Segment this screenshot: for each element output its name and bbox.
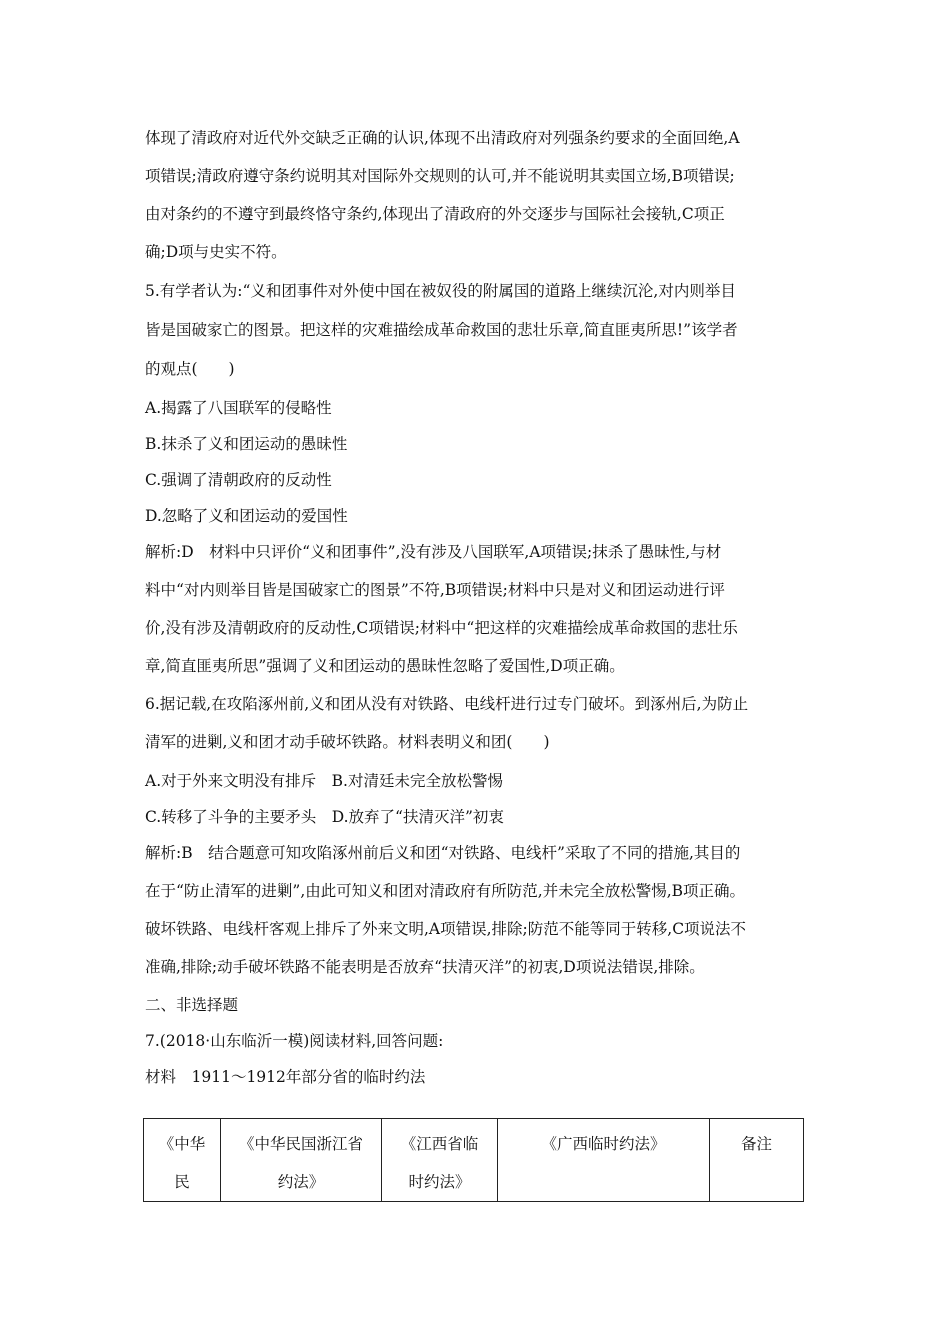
material-caption: 材料 1911～1912年部分省的临时约法 [145,1068,426,1086]
table-header-row [144,1119,804,1202]
question-5-option-c: C.强调了清朝政府的反动性 [145,471,332,489]
question-6-stem: 6.据记载,在攻陷涿州前,义和团从没有对铁路、电线杆进行过专门破坏。到涿州后,为防止 [145,695,749,713]
table-header-cell: 《中华民国浙江省 约法》 [221,1119,382,1202]
section-title: 二、非选择题 [145,996,239,1014]
question-6-options-ab: A.对于外来文明没有排斥 B.对清廷未完全放松警惕 [145,772,503,790]
question-6-analysis: 解析:B 结合题意可知攻陷涿州前后义和团“对铁路、电线杆”采取了不同的措施,其目的 [145,844,741,862]
question-5-analysis: 价,没有涉及清朝政府的反动性,C项错误;材料中“把这样的灾难描绘成革命救国的悲壮乐 [145,619,738,637]
question-5-stem: 5.有学者认为:“义和团事件对外使中国在被奴役的附属国的道路上继续沉沦,对内则举目 [145,282,736,300]
question-6-stem: 清军的进剿,义和团才动手破坏铁路。材料表明义和团( ) [145,733,550,751]
table-header-cell: 备注 [710,1119,804,1202]
provisional-constitutions-table [143,1118,804,1202]
question-5-stem: 的观点( ) [145,360,235,378]
question-6-analysis: 准确,排除;动手破坏铁路不能表明是否放弃“扶清灭洋”的初衷,D项说法错误,排除。 [145,958,705,976]
analysis-line: 由对条约的不遵守到最终恪守条约,体现出了清政府的外交逐步与国际社会接轨,C项正 [145,205,725,223]
question-6-analysis: 破坏铁路、电线杆客观上排斥了外来文明,A项错误,排除;防范不能等同于转移,C项说法不 [145,920,747,938]
analysis-line: 体现了清政府对近代外交缺乏正确的认识,体现不出清政府对列强条约要求的全面回绝,A [145,129,740,147]
question-5-option-d: D.忽略了义和团运动的爱国性 [145,507,348,525]
question-5-analysis: 章,简直匪夷所思”强调了义和团运动的愚昧性忽略了爱国性,D项正确。 [145,657,625,675]
analysis-line: 项错误;清政府遵守条约说明其对国际外交规则的认可,并不能说明其卖国立场,B项错误; [145,167,735,185]
table-header-cell: 《中华 民 [144,1119,221,1202]
table-header-cell: 《江西省临 时约法》 [382,1119,498,1202]
analysis-line: 确;D项与史实不符。 [145,243,287,261]
question-6-analysis: 在于“防止清军的进剿”,由此可知义和团对清政府有所防范,并未完全放松警惕,B项正确。 [145,882,746,900]
table-header-cell: 《广西临时约法》 [498,1119,710,1202]
question-7-stem: 7.(2018·山东临沂一模)阅读材料,回答问题: [145,1032,444,1050]
question-5-option-b: B.抹杀了义和团运动的愚昧性 [145,435,348,453]
question-5-analysis: 解析:D 材料中只评价“义和团事件”,没有涉及八国联军,A项错误;抹杀了愚昧性,与材 [145,543,722,561]
question-5-stem: 皆是国破家亡的图景。把这样的灾难描绘成革命救国的悲壮乐章,简直匪夷所思!”该学者 [145,321,738,339]
question-5-analysis: 料中“对内则举目皆是国破家亡的图景”不符,B项错误;材料中只是对义和团运动进行评 [145,581,725,599]
question-6-options-cd: C.转移了斗争的主要矛头 D.放弃了“扶清灭洋”初衷 [145,808,504,826]
question-5-option-a: A.揭露了八国联军的侵略性 [145,399,332,417]
